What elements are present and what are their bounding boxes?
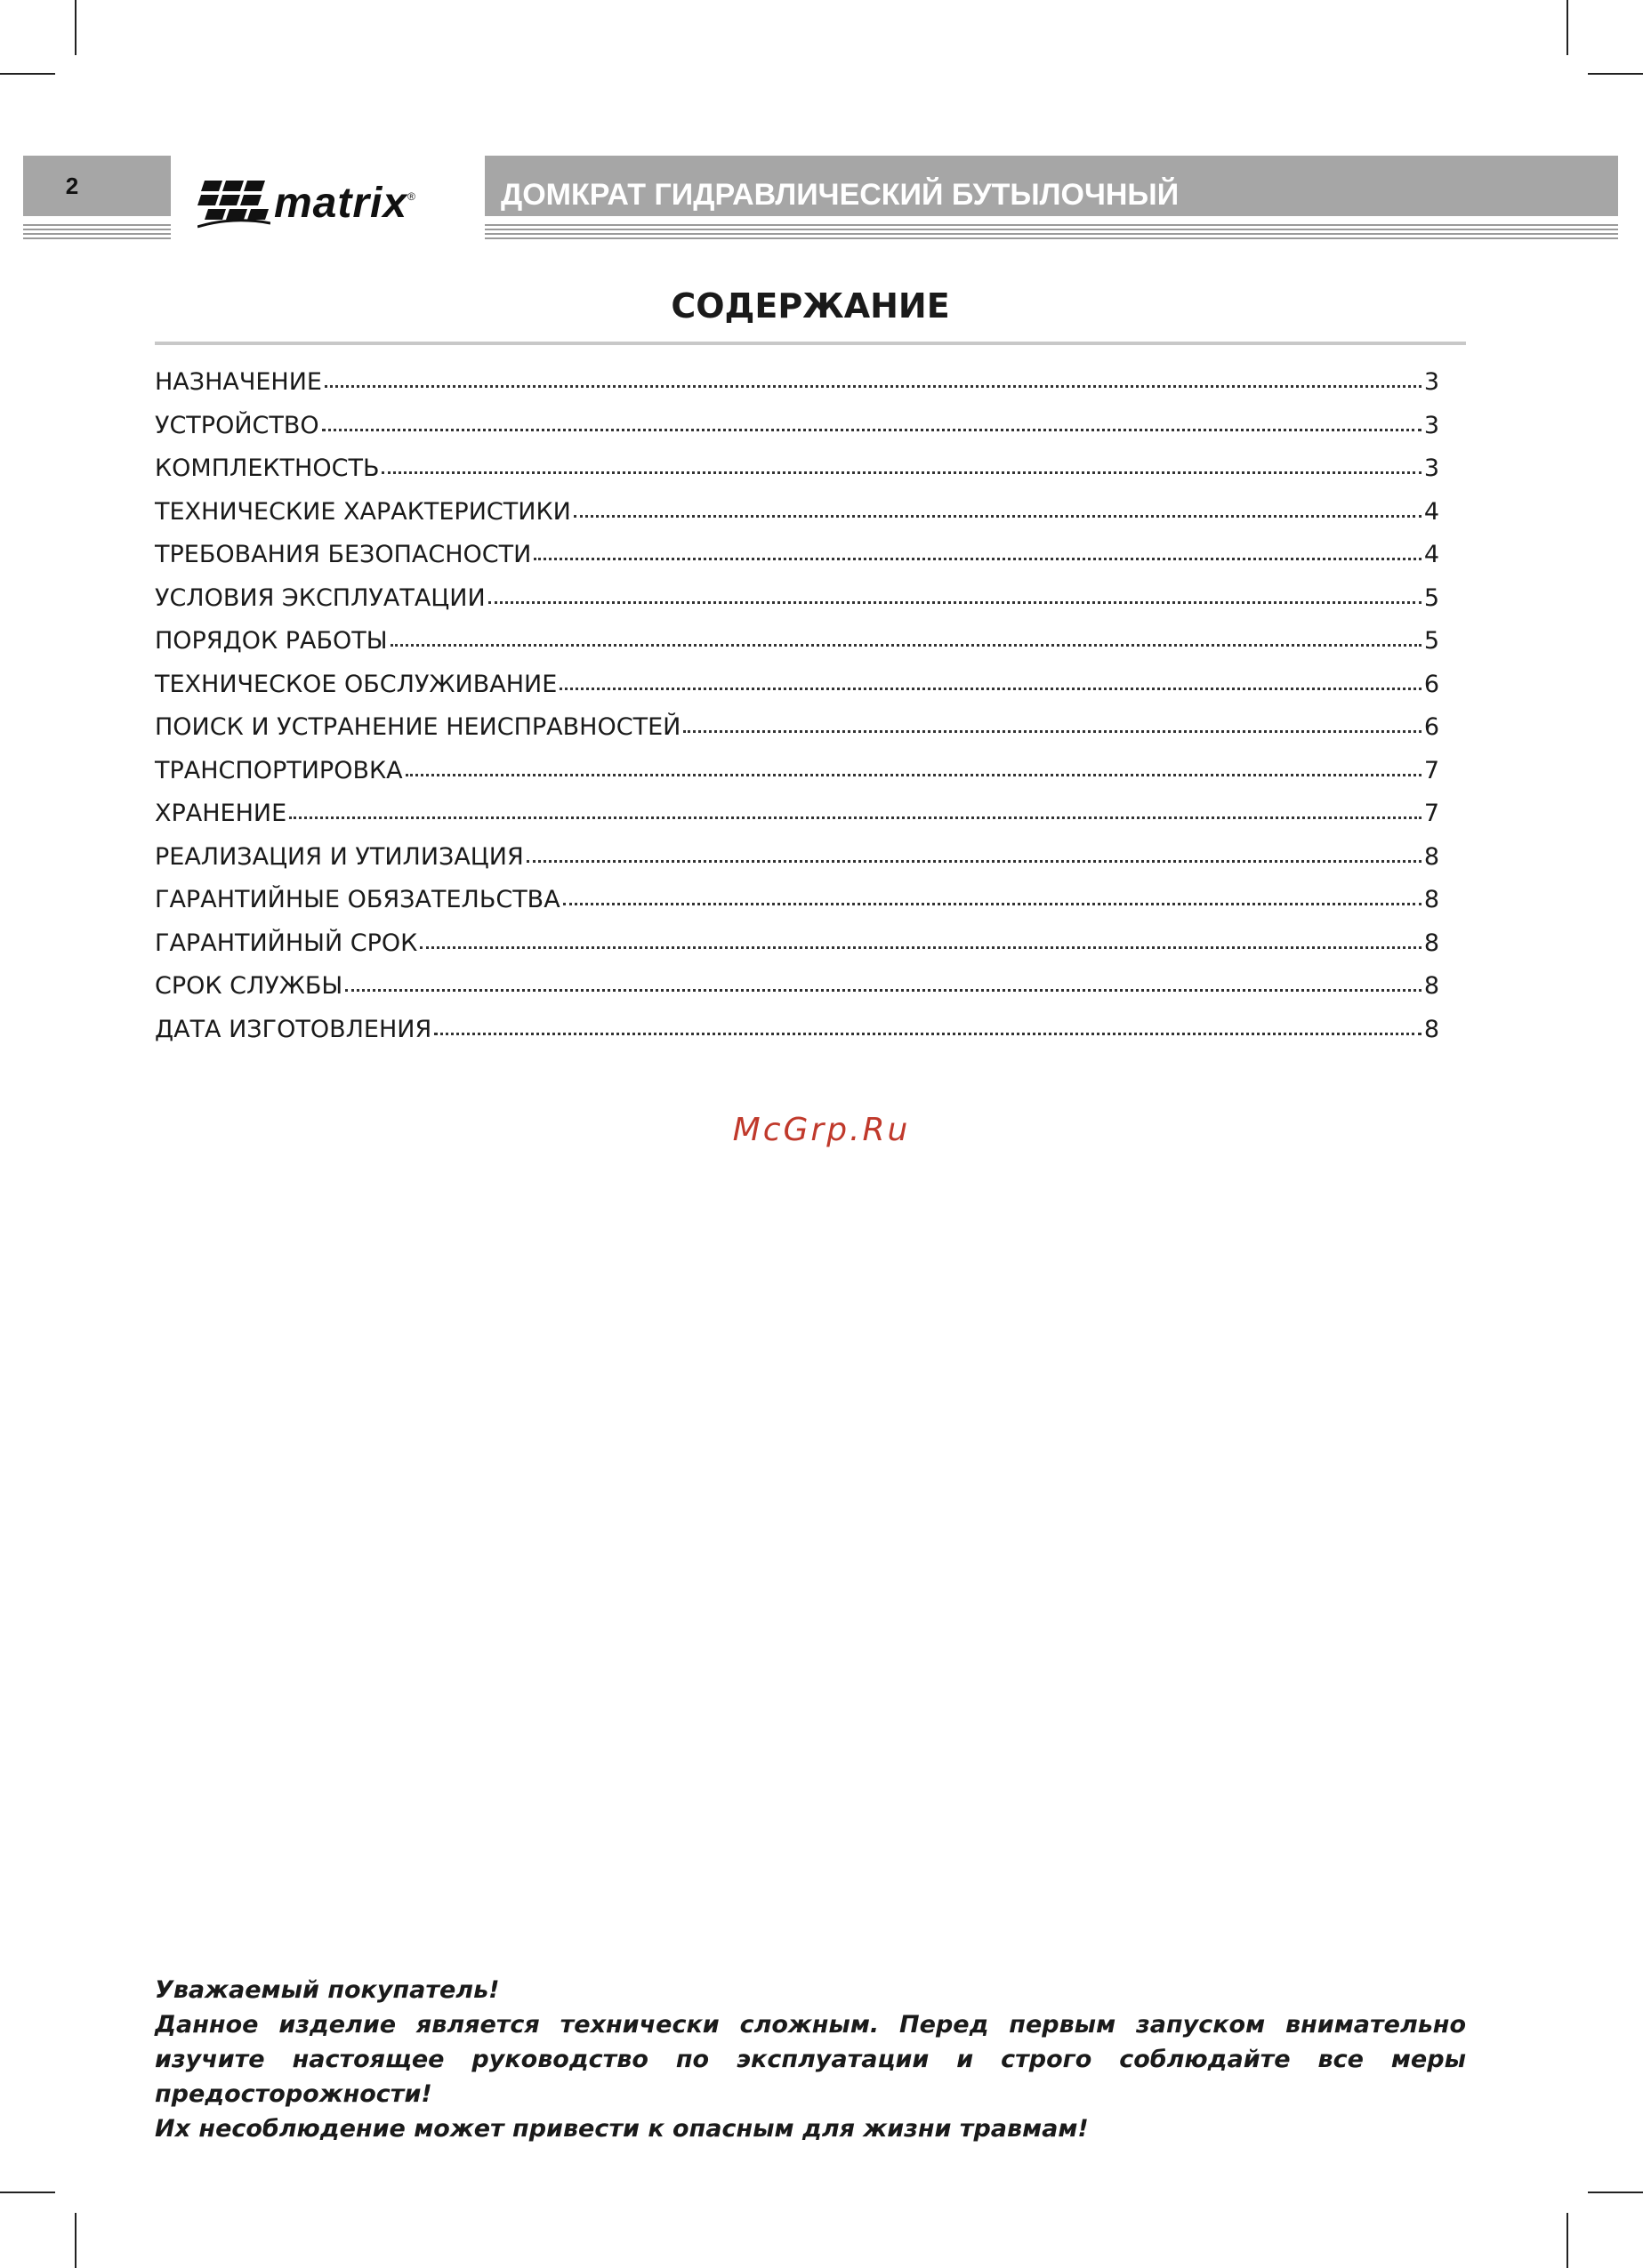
toc-leader-dots	[574, 515, 1422, 518]
toc-entry-label: ГАРАНТИЙНЫЙ СРОК	[155, 929, 418, 957]
toc-entry-page: 7	[1423, 800, 1439, 827]
header-stripes-right	[485, 224, 1618, 242]
toc-entry[interactable]	[155, 627, 1439, 671]
toc-entry[interactable]	[155, 757, 1439, 800]
toc-heading: СОДЕРЖАНИЕ	[671, 286, 950, 326]
registered-mark: ®	[407, 190, 415, 203]
toc-entry[interactable]	[155, 671, 1439, 714]
toc-entry[interactable]	[155, 843, 1439, 887]
toc-divider	[155, 342, 1466, 345]
toc-entry-page: 8	[1423, 1015, 1439, 1043]
toc-leader-dots	[345, 989, 1422, 992]
toc-entry[interactable]	[155, 454, 1439, 498]
notice-body: Данное изделие является технически сложным. Перед первым запуском внимательно изучите настоящее руководство по эксплуатации и строго соблюдайте все меры предосторожности!	[155, 2011, 1466, 2108]
toc-entry-page: 6	[1423, 670, 1439, 698]
table-of-contents	[155, 368, 1439, 1058]
document-title-bar	[485, 156, 1618, 216]
toc-leader-dots	[488, 601, 1422, 604]
toc-leader-dots	[382, 471, 1421, 474]
toc-entry-label: ТРЕБОВАНИЯ БЕЗОПАСНОСТИ	[155, 541, 532, 568]
toc-leader-dots	[683, 730, 1421, 733]
crop-mark-top-right-vertical	[1566, 0, 1568, 55]
toc-leader-dots	[563, 903, 1422, 905]
toc-entry-label: ТЕХНИЧЕСКОЕ ОБСЛУЖИВАНИЕ	[155, 670, 558, 698]
toc-entry-label: ТЕХНИЧЕСКИЕ ХАРАКТЕРИСТИКИ	[155, 497, 571, 526]
toc-entry-page: 8	[1423, 842, 1439, 871]
document-title: ДОМКРАТ ГИДРАВЛИЧЕСКИЙ БУТЫЛОЧНЫЙ	[501, 178, 1180, 212]
toc-entry-label: ПОРЯДОК РАБОТЫ	[155, 627, 388, 655]
toc-entry[interactable]	[155, 498, 1439, 542]
toc-entry[interactable]	[155, 713, 1439, 757]
toc-entry-label: УСТРОЙСТВО	[155, 411, 319, 439]
toc-leader-dots	[325, 385, 1422, 388]
toc-entry[interactable]	[155, 584, 1439, 628]
crop-mark-bottom-left-horizontal	[0, 2192, 55, 2193]
toc-entry[interactable]	[155, 800, 1439, 843]
toc-entry-page: 3	[1423, 368, 1439, 396]
toc-leader-dots	[527, 860, 1422, 863]
toc-entry[interactable]	[155, 541, 1439, 584]
notice-greeting: Уважаемый покупатель!	[155, 1976, 500, 2004]
toc-entry[interactable]	[155, 1016, 1439, 1059]
toc-entry[interactable]	[155, 412, 1439, 455]
toc-entry-page: 7	[1423, 756, 1439, 784]
crop-mark-top-left-horizontal	[0, 73, 55, 75]
toc-entry-page: 5	[1423, 627, 1439, 655]
toc-entry-label: НАЗНАЧЕНИЕ	[155, 368, 322, 396]
toc-leader-dots	[289, 816, 1422, 819]
customer-notice	[155, 1973, 1466, 2146]
toc-leader-dots	[406, 774, 1422, 776]
toc-leader-dots	[534, 558, 1422, 560]
toc-entry-page: 5	[1423, 583, 1439, 612]
toc-entry-page: 3	[1423, 411, 1439, 439]
toc-entry[interactable]	[155, 368, 1439, 412]
toc-entry-page: 8	[1423, 972, 1439, 1000]
crop-mark-top-right-horizontal	[1588, 73, 1643, 75]
page-number: 2	[65, 172, 79, 199]
toc-entry-label: СРОК СЛУЖБЫ	[155, 972, 343, 1000]
brand-logo	[197, 174, 415, 231]
matrix-grid-icon	[197, 177, 270, 229]
brand-wordmark: matrix	[274, 179, 408, 227]
crop-mark-bottom-left-vertical	[75, 2213, 77, 2268]
toc-leader-dots	[434, 1033, 1422, 1035]
toc-entry-page: 8	[1423, 886, 1439, 913]
toc-entry-label: КОМПЛЕКТНОСТЬ	[155, 454, 380, 482]
toc-entry-label: РЕАЛИЗАЦИЯ И УТИЛИЗАЦИЯ	[155, 842, 524, 871]
toc-entry-label: ПОИСК И УСТРАНЕНИЕ НЕИСПРАВНОСТЕЙ	[155, 713, 681, 741]
toc-leader-dots	[322, 429, 1422, 431]
toc-entry-label: ХРАНЕНИЕ	[155, 800, 287, 827]
toc-entry-page: 3	[1423, 454, 1439, 482]
toc-entry-page: 6	[1423, 713, 1439, 741]
toc-entry-label: ДАТА ИЗГОТОВЛЕНИЯ	[155, 1015, 432, 1043]
toc-entry[interactable]	[155, 929, 1439, 973]
toc-entry-page: 4	[1423, 541, 1439, 568]
toc-entry-label: УСЛОВИЯ ЭКСПЛУАТАЦИИ	[155, 583, 486, 612]
crop-mark-top-left-vertical	[75, 0, 77, 55]
toc-entry-label: ТРАНСПОРТИРОВКА	[155, 756, 403, 784]
watermark: McGrp.Ru	[732, 1112, 911, 1148]
toc-leader-dots	[420, 946, 1421, 949]
header-stripes-left	[23, 224, 171, 242]
toc-leader-dots	[560, 688, 1422, 690]
crop-mark-bottom-right-vertical	[1566, 2213, 1568, 2268]
toc-leader-dots	[391, 644, 1422, 647]
toc-entry-page: 8	[1423, 929, 1439, 957]
notice-warning: Их несоблюдение может привести к опасным для жизни травмам!	[155, 2115, 1089, 2143]
toc-entry-label: ГАРАНТИЙНЫЕ ОБЯЗАТЕЛЬСТВА	[155, 886, 560, 913]
toc-entry[interactable]	[155, 972, 1439, 1016]
toc-entry[interactable]	[155, 886, 1439, 929]
crop-mark-bottom-right-horizontal	[1588, 2192, 1643, 2193]
toc-entry-page: 4	[1423, 497, 1439, 526]
